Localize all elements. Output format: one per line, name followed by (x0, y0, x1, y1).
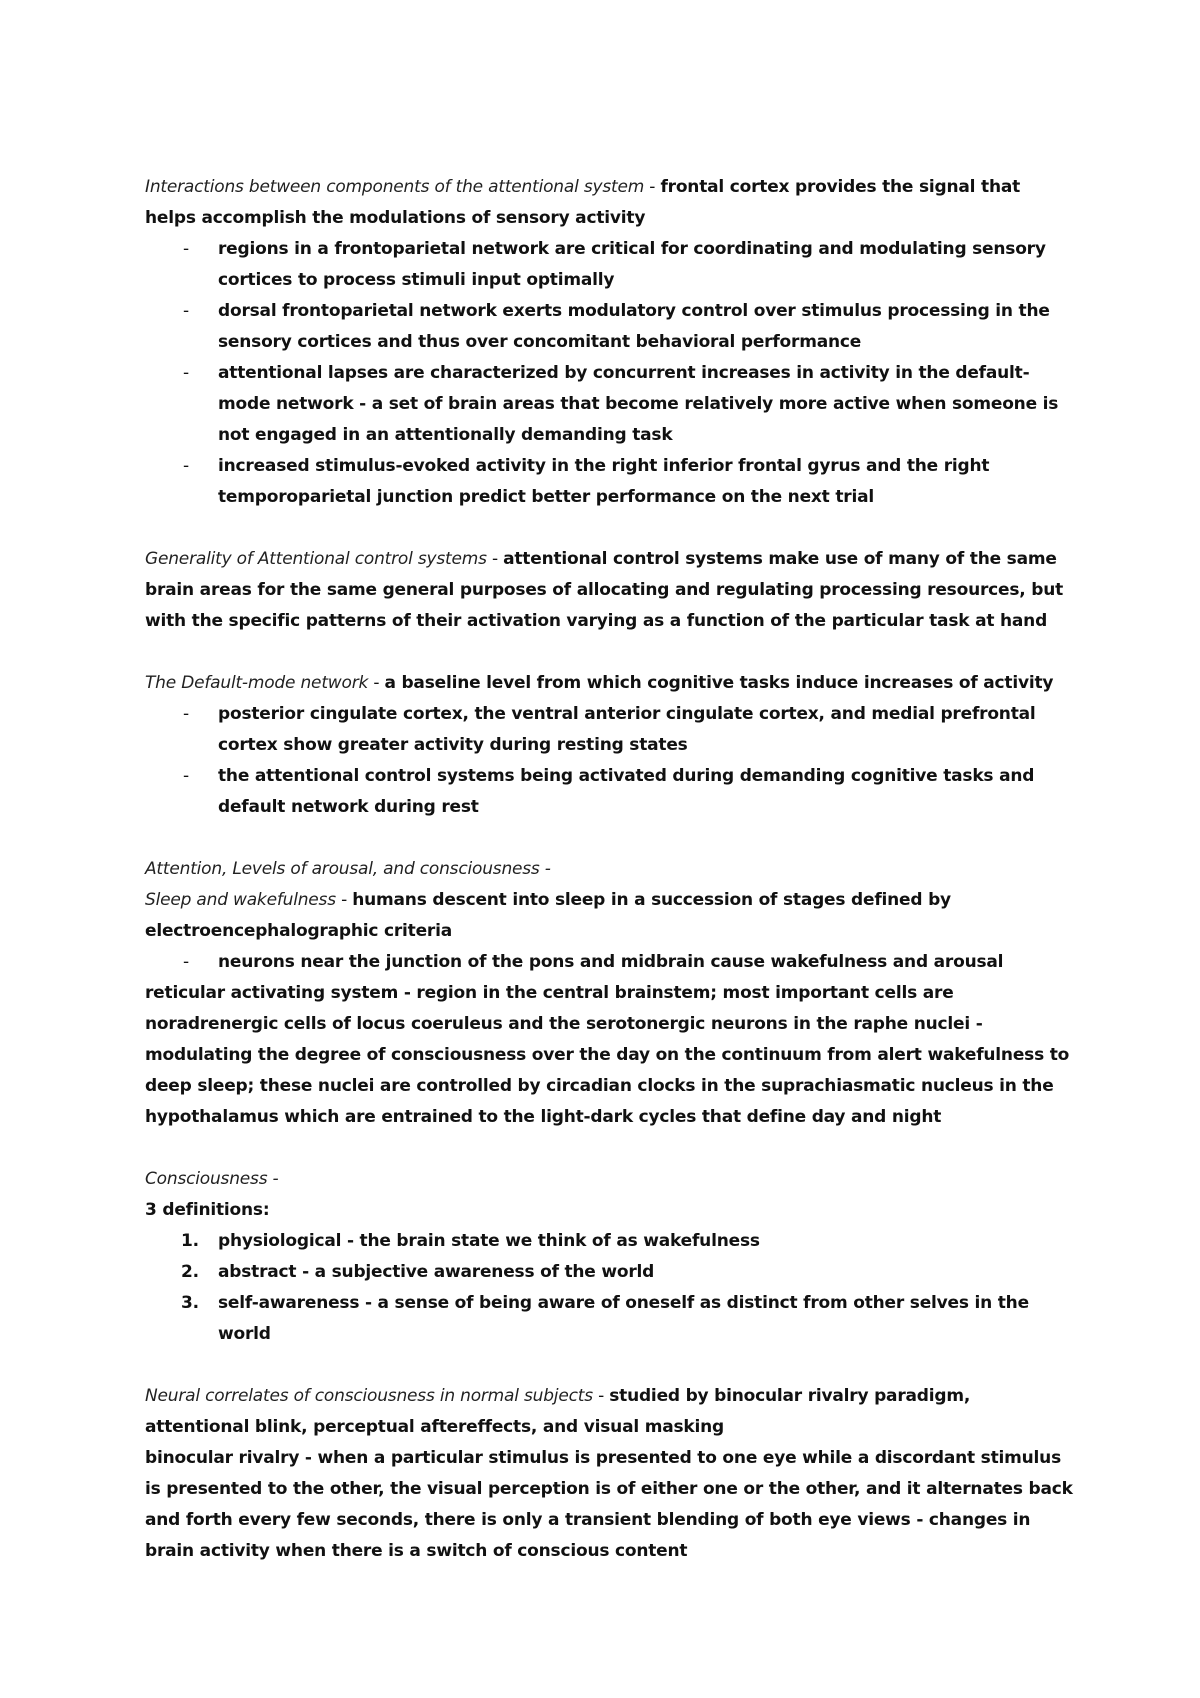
separator: - (368, 673, 385, 693)
list-item (145, 234, 1075, 296)
list-item (145, 1257, 1075, 1288)
bullet-marker: - (183, 239, 189, 259)
bullet-marker: - (183, 952, 189, 972)
spacer (145, 823, 1075, 854)
bullet-marker: - (183, 301, 189, 321)
spacer (145, 1133, 1075, 1164)
list-item (145, 1226, 1075, 1257)
list-item (145, 947, 1075, 978)
list-number: 2. (181, 1262, 199, 1282)
paragraph-binocular-rivalry: binocular rivalry - when a particular stimulus is presented to one eye while a discordant stimulus is presented to the other, the visual perception is of either one or the other, and it alternates back and forth every few seconds, there is only a transient blending of both eye views - changes in brain activity when there is a switch of conscious content (145, 1448, 1073, 1561)
section-generality (145, 544, 1075, 637)
list-item (145, 296, 1075, 358)
bullet-text: increased stimulus-evoked activity in the right inferior frontal gyrus and the right temporoparietal junction predict better performance on the next trial (218, 456, 990, 507)
bullet-text: attentional lapses are characterized by concurrent increases in activity in the default-mode network - a set of brain areas that become relatively more active when someone is not engaged in an attentionally demanding task (218, 363, 1059, 445)
spacer (145, 637, 1075, 668)
list-text: self-awareness - a sense of being aware of oneself as distinct from other selves in the world (218, 1293, 1029, 1344)
list-item (145, 1288, 1075, 1350)
spacer (145, 1350, 1075, 1381)
section-text: humans descent into sleep in a succession of stages defined by electroencephalographic criteria (145, 890, 951, 941)
section-heading: Interactions between components of the attentional system (145, 177, 645, 197)
bullet-marker: - (183, 766, 189, 786)
section-heading: Generality of Attentional control systems (145, 549, 487, 569)
bullet-text: regions in a frontoparietal network are critical for coordinating and modulating sensory cortices to process stimuli input optimally (218, 239, 1046, 290)
section-heading: Consciousness - (145, 1169, 279, 1189)
section-text: studied by binocular rivalry paradigm, attentional blink, perceptual aftereffects, and visual masking (145, 1386, 971, 1437)
list-item (145, 451, 1075, 513)
section-attentional-interactions (145, 172, 1075, 234)
section-heading: Attention, Levels of arousal, and consciousness - (145, 859, 551, 879)
bullet-text: the attentional control systems being activated during demanding cognitive tasks and default network during rest (218, 766, 1035, 817)
bullet-marker: - (183, 456, 189, 476)
section-subheading: Sleep and wakefulness (145, 890, 336, 910)
section-default-mode (145, 668, 1075, 699)
separator: - (592, 1386, 610, 1406)
spacer (145, 513, 1075, 544)
list-item (145, 699, 1075, 761)
separator: - (644, 177, 661, 197)
bullet-text: posterior cingulate cortex, the ventral anterior cingulate cortex, and medial prefrontal cortex show greater activity during resting states (218, 704, 1036, 755)
section-text: a baseline level from which cognitive tasks induce increases of activity (384, 673, 1054, 693)
list-number: 3. (181, 1293, 199, 1313)
bullet-text: dorsal frontoparietal network exerts modulatory control over stimulus processing in the sensory cortices and thus over concomitant behavioral performance (218, 301, 1050, 352)
section-heading: The Default-mode network (145, 673, 369, 693)
bullet-marker: - (183, 363, 189, 383)
section-neural-correlates (145, 1381, 1075, 1443)
list-number: 1. (181, 1231, 199, 1251)
bullet-marker: - (183, 704, 189, 724)
list-text: abstract - a subjective awareness of the world (218, 1262, 655, 1282)
section-heading: Neural correlates of consciousness in normal subjects (145, 1386, 593, 1406)
list-item (145, 761, 1075, 823)
paragraph-reticular: reticular activating system - region in the central brainstem; most important cells are noradrenergic cells of locus coeruleus and the serotonergic neurons in the raphe nuclei - modulating the degree of consciousness over the day on the continuum from alert wakefulness to deep sleep; these nuclei are controlled by circadian clocks in the suprachiasmatic nucleus in the hypothalamus which are entrained to the light-dark cycles that define day and night (145, 983, 1070, 1127)
separator: - (486, 549, 504, 569)
section-text: attentional control systems make use of many of the same brain areas for the same general purposes of allocating and regulating processing resources, but with the specific patterns of their activation varying as a function of the particular task at hand (145, 549, 1064, 631)
section-sleep-wakefulness (145, 885, 1075, 947)
section-intro: 3 definitions: (145, 1200, 270, 1220)
section-text: frontal cortex provides the signal that helps accomplish the modulations of sensory activity (145, 177, 1021, 228)
document-page (145, 172, 1075, 1567)
list-item (145, 358, 1075, 451)
list-text: physiological - the brain state we think of as wakefulness (218, 1231, 760, 1251)
separator: - (335, 890, 353, 910)
bullet-text: neurons near the junction of the pons and midbrain cause wakefulness and arousal (218, 952, 1004, 972)
